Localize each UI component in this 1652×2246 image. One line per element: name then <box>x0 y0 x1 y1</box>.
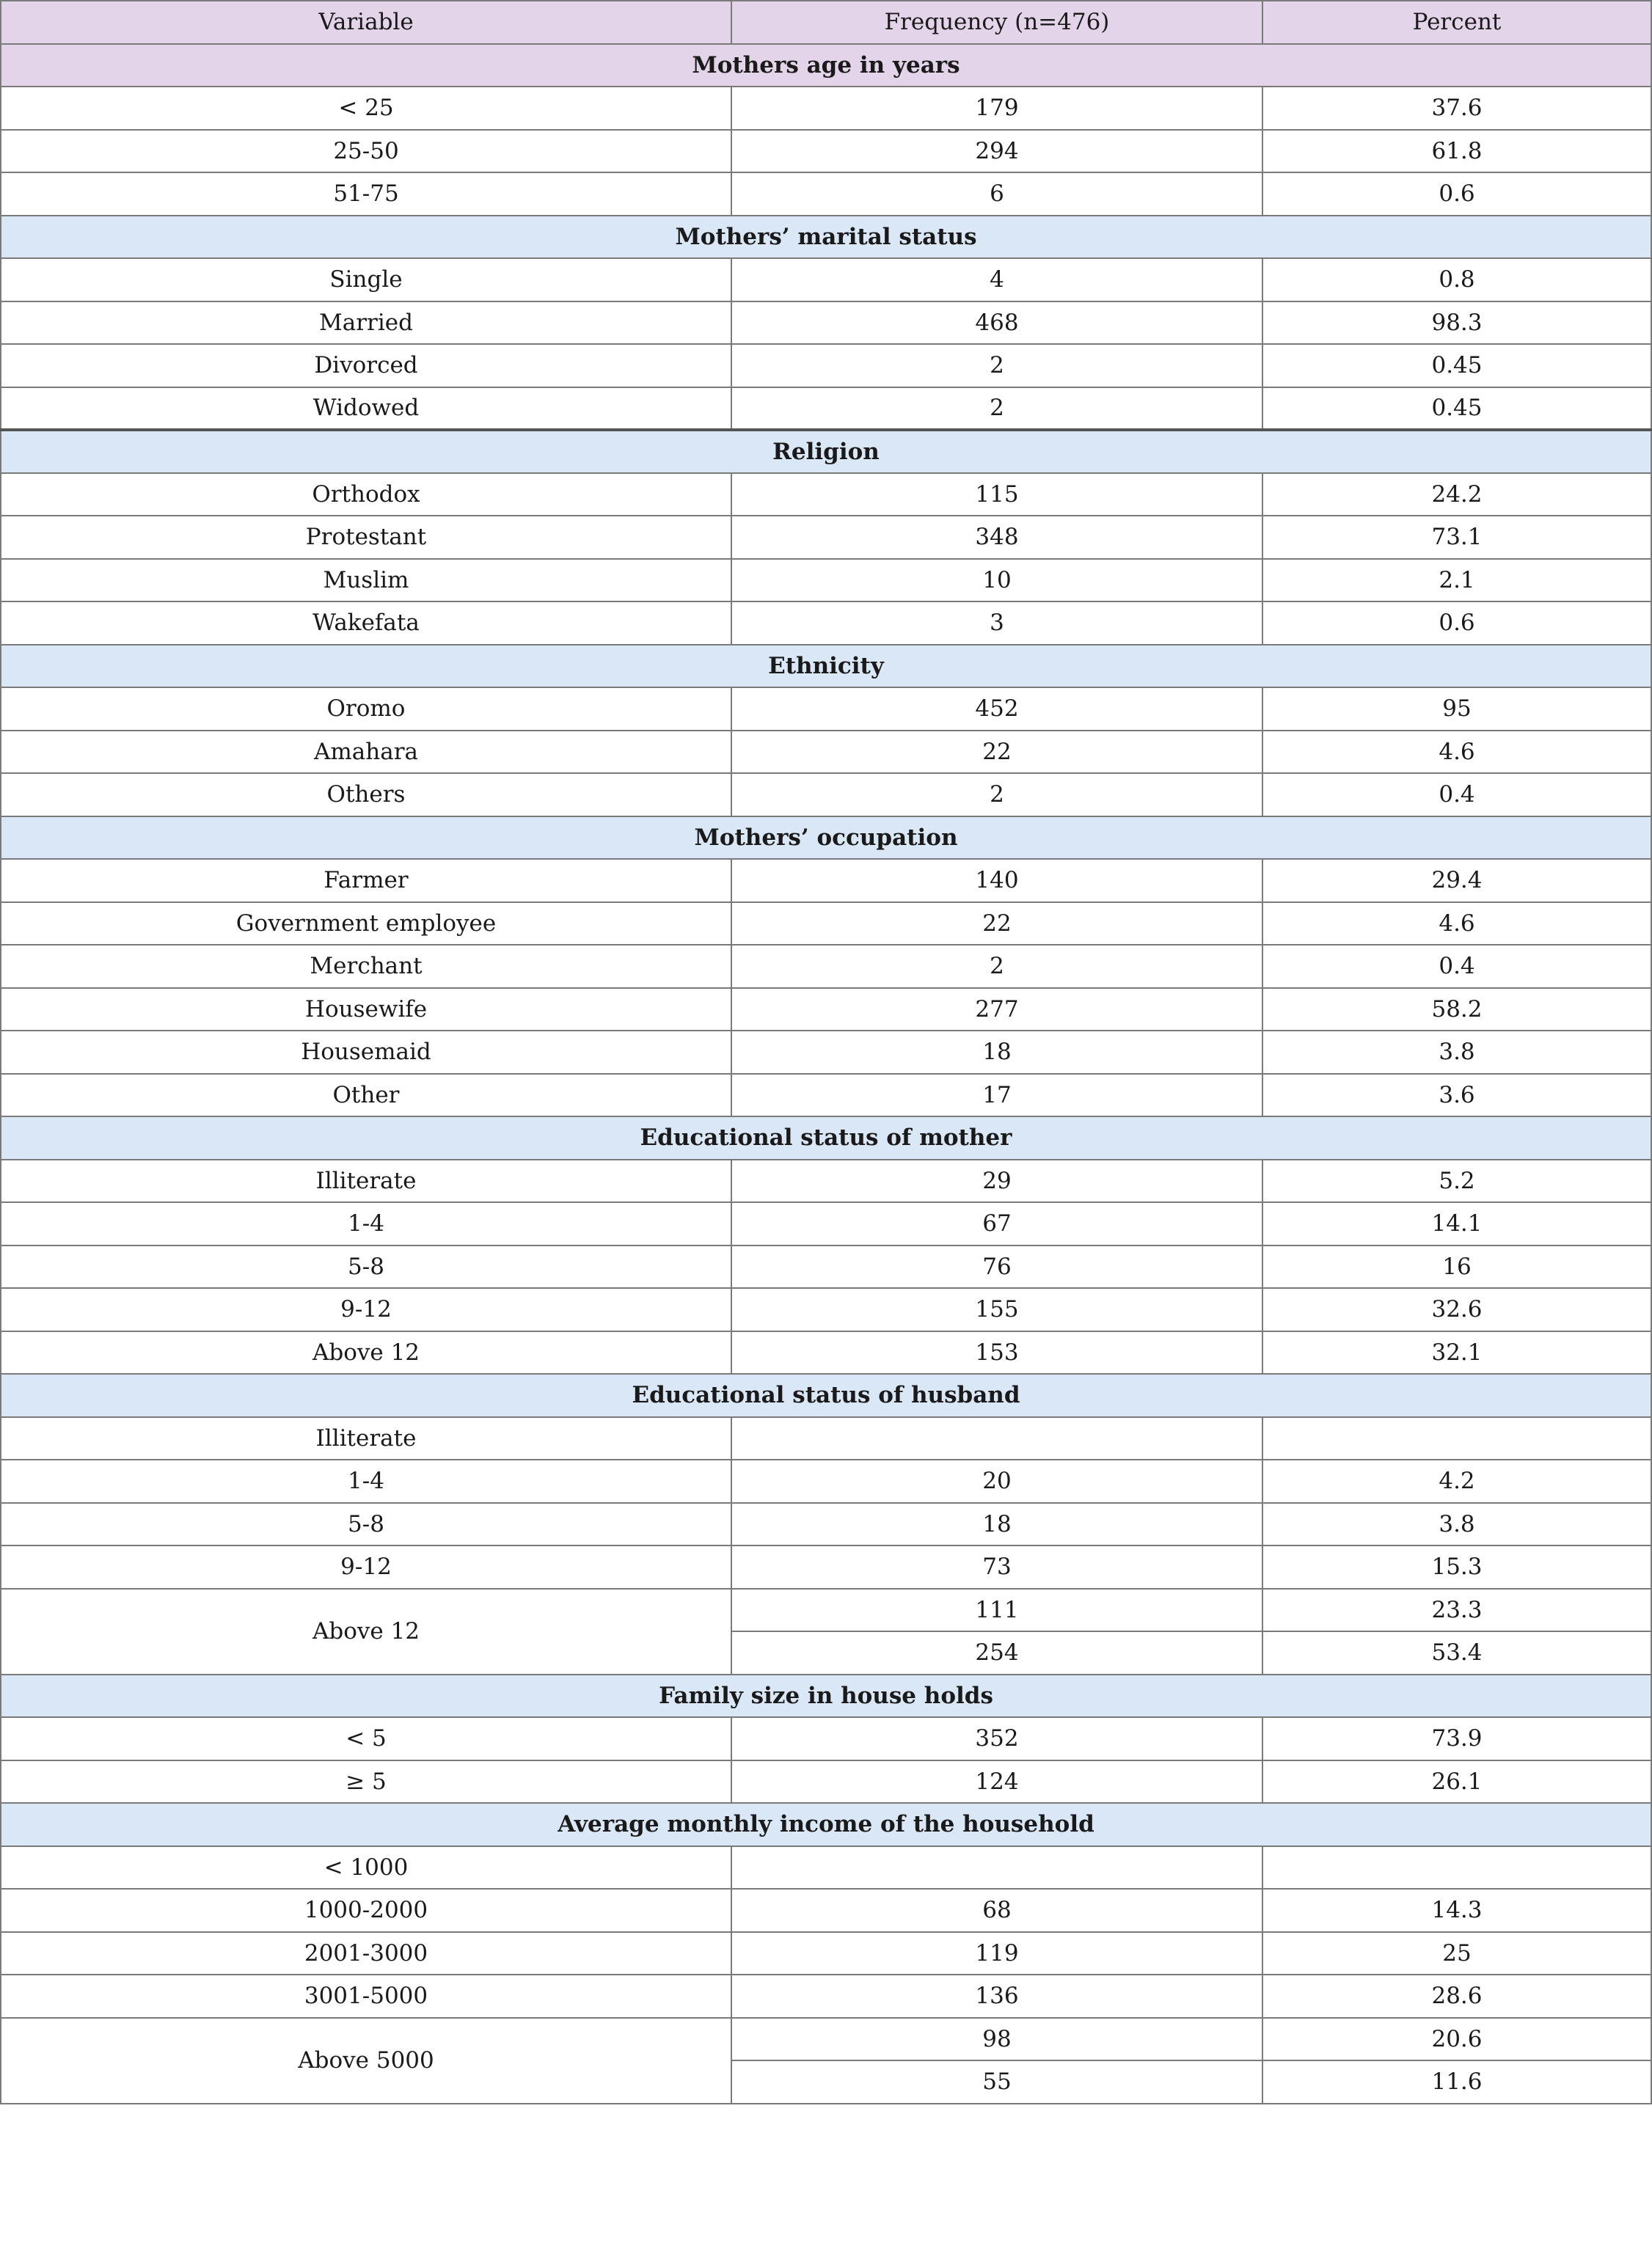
variable-cell: Muslim <box>1 559 731 602</box>
variable-cell: Illiterate <box>1 1160 731 1203</box>
variable-cell: 9-12 <box>1 1288 731 1331</box>
section-title: Ethnicity <box>1 645 1651 688</box>
frequency-cell: 73 <box>731 1546 1262 1589</box>
variable-cell: Wakefata <box>1 601 731 645</box>
variable-cell: Above 5000 <box>1 2018 731 2104</box>
percent-cell: 29.4 <box>1262 859 1651 902</box>
variable-cell: Other <box>1 1074 731 1117</box>
percent-cell: 0.6 <box>1262 172 1651 216</box>
frequency-cell: 18 <box>731 1503 1262 1546</box>
section-title: Religion <box>1 430 1651 473</box>
percent-cell: 25 <box>1262 1932 1651 1975</box>
frequency-cell: 20 <box>731 1460 1262 1503</box>
frequency-cell: 352 <box>731 1717 1262 1760</box>
percent-cell: 32.1 <box>1262 1331 1651 1375</box>
frequency-cell: 18 <box>731 1031 1262 1074</box>
percent-cell: 3.8 <box>1262 1031 1651 1074</box>
frequency-cell: 6 <box>731 172 1262 216</box>
table-row <box>1 387 1651 431</box>
table-row <box>1 1245 1651 1289</box>
table-row <box>1 902 1651 945</box>
section-row <box>1 430 1651 473</box>
table-row <box>1 859 1651 902</box>
percent-cell: 0.4 <box>1262 773 1651 816</box>
frequency-cell: 140 <box>731 859 1262 902</box>
frequency-cell: 348 <box>731 516 1262 559</box>
percent-cell: 95 <box>1262 687 1651 731</box>
variable-cell: 2001-3000 <box>1 1932 731 1975</box>
percent-cell: 37.6 <box>1262 87 1651 130</box>
variable-cell: 3001-5000 <box>1 1975 731 2018</box>
section-title: Mothers age in years <box>1 44 1651 87</box>
table-row <box>1 1460 1651 1503</box>
percent-cell: 26.1 <box>1262 1760 1651 1804</box>
table-row <box>1 130 1651 173</box>
variable-cell: 1-4 <box>1 1460 731 1503</box>
table-row <box>1 1074 1651 1117</box>
table-row <box>1 301 1651 345</box>
table-row <box>1 945 1651 988</box>
table-row <box>1 687 1651 731</box>
section-title: Educational status of mother <box>1 1116 1651 1160</box>
table-row <box>1 172 1651 216</box>
table-row <box>1 731 1651 774</box>
frequency-cell: 124 <box>731 1760 1262 1804</box>
variable-cell: Others <box>1 773 731 816</box>
variable-cell: Married <box>1 301 731 345</box>
percent-cell: 0.45 <box>1262 387 1651 431</box>
header-frequency: Frequency (n=476) <box>731 1 1262 44</box>
percent-cell: 14.1 <box>1262 1202 1651 1245</box>
frequency-cell: 136 <box>731 1975 1262 2018</box>
frequency-cell <box>731 1417 1262 1460</box>
section-title: Educational status of husband <box>1 1374 1651 1417</box>
table-row <box>1 1417 1651 1460</box>
table-body <box>1 44 1651 2104</box>
section-title: Family size in house holds <box>1 1675 1651 1718</box>
header-variable: Variable <box>1 1 731 44</box>
frequency-cell: 115 <box>731 473 1262 516</box>
variable-cell: Illiterate <box>1 1417 731 1460</box>
table-row <box>1 1546 1651 1589</box>
variable-cell: 1000-2000 <box>1 1889 731 1932</box>
frequency-cell: 2 <box>731 773 1262 816</box>
frequency-cell: 2 <box>731 945 1262 988</box>
percent-cell: 4.6 <box>1262 902 1651 945</box>
variable-cell: Amahara <box>1 731 731 774</box>
table-row <box>1 1589 1651 1632</box>
section-title: Mothers’ occupation <box>1 816 1651 860</box>
table-row <box>1 516 1651 559</box>
section-row <box>1 1116 1651 1160</box>
percent-cell: 98.3 <box>1262 301 1651 345</box>
frequency-cell: 294 <box>731 130 1262 173</box>
percent-cell: 28.6 <box>1262 1975 1651 2018</box>
percent-cell: 0.6 <box>1262 601 1651 645</box>
section-row <box>1 1803 1651 1846</box>
frequency-cell: 153 <box>731 1331 1262 1375</box>
table-row <box>1 87 1651 130</box>
table-row <box>1 258 1651 301</box>
variable-cell: Orthodox <box>1 473 731 516</box>
table-row <box>1 1889 1651 1932</box>
variable-cell: Widowed <box>1 387 731 431</box>
variable-cell: Above 12 <box>1 1331 731 1375</box>
table-row <box>1 1717 1651 1760</box>
percent-cell: 61.8 <box>1262 130 1651 173</box>
variable-cell: Merchant <box>1 945 731 988</box>
percent-cell: 15.3 <box>1262 1546 1651 1589</box>
frequency-cell: 22 <box>731 731 1262 774</box>
table-row <box>1 1975 1651 2018</box>
variable-cell: < 5 <box>1 1717 731 1760</box>
section-row <box>1 816 1651 860</box>
table-row <box>1 1202 1651 1245</box>
percent-cell: 73.9 <box>1262 1717 1651 1760</box>
table-header-row <box>1 1 1651 44</box>
percent-cell: 58.2 <box>1262 988 1651 1031</box>
variable-cell: Housemaid <box>1 1031 731 1074</box>
percent-cell: 14.3 <box>1262 1889 1651 1932</box>
variable-cell: 9-12 <box>1 1546 731 1589</box>
variable-cell: < 25 <box>1 87 731 130</box>
percent-cell: 53.4 <box>1262 1631 1651 1675</box>
table-row <box>1 1331 1651 1375</box>
percent-cell: 73.1 <box>1262 516 1651 559</box>
frequency-cell: 22 <box>731 902 1262 945</box>
section-row <box>1 216 1651 259</box>
frequency-cell: 67 <box>731 1202 1262 1245</box>
frequency-cell: 17 <box>731 1074 1262 1117</box>
variable-cell: Farmer <box>1 859 731 902</box>
variable-cell: < 1000 <box>1 1846 731 1890</box>
percent-cell: 4.2 <box>1262 1460 1651 1503</box>
frequency-cell: 4 <box>731 258 1262 301</box>
variable-cell: 25-50 <box>1 130 731 173</box>
frequency-cell: 98 <box>731 2018 1262 2061</box>
header-percent: Percent <box>1262 1 1651 44</box>
frequency-cell <box>731 1846 1262 1890</box>
frequency-cell: 2 <box>731 344 1262 387</box>
table-row <box>1 1846 1651 1890</box>
percent-cell <box>1262 1846 1651 1890</box>
percent-cell: 23.3 <box>1262 1589 1651 1632</box>
variable-cell: Divorced <box>1 344 731 387</box>
variable-cell: 1-4 <box>1 1202 731 1245</box>
table-row <box>1 344 1651 387</box>
variable-cell: Government employee <box>1 902 731 945</box>
percent-cell: 0.4 <box>1262 945 1651 988</box>
section-title: Average monthly income of the household <box>1 1803 1651 1846</box>
variable-cell: Housewife <box>1 988 731 1031</box>
table-row <box>1 1760 1651 1804</box>
section-title: Mothers’ marital status <box>1 216 1651 259</box>
table-row <box>1 988 1651 1031</box>
variable-cell: Single <box>1 258 731 301</box>
frequency-cell: 452 <box>731 687 1262 731</box>
percent-cell: 16 <box>1262 1245 1651 1289</box>
section-row <box>1 44 1651 87</box>
table-row <box>1 473 1651 516</box>
frequency-cell: 277 <box>731 988 1262 1031</box>
table-row <box>1 1288 1651 1331</box>
percent-cell: 11.6 <box>1262 2060 1651 2104</box>
percent-cell: 5.2 <box>1262 1160 1651 1203</box>
percent-cell: 20.6 <box>1262 2018 1651 2061</box>
section-row <box>1 645 1651 688</box>
frequency-cell: 3 <box>731 601 1262 645</box>
percent-cell: 0.8 <box>1262 258 1651 301</box>
frequency-cell: 55 <box>731 2060 1262 2104</box>
frequency-cell: 76 <box>731 1245 1262 1289</box>
section-row <box>1 1675 1651 1718</box>
table-row <box>1 601 1651 645</box>
frequency-cell: 10 <box>731 559 1262 602</box>
percent-cell: 0.45 <box>1262 344 1651 387</box>
variable-cell: Protestant <box>1 516 731 559</box>
frequency-cell: 179 <box>731 87 1262 130</box>
variable-cell: 51-75 <box>1 172 731 216</box>
percent-cell: 2.1 <box>1262 559 1651 602</box>
table-row <box>1 773 1651 816</box>
frequency-cell: 119 <box>731 1932 1262 1975</box>
variable-cell: 5-8 <box>1 1503 731 1546</box>
percent-cell: 3.8 <box>1262 1503 1651 1546</box>
table-row <box>1 1160 1651 1203</box>
percent-cell: 4.6 <box>1262 731 1651 774</box>
frequency-cell: 68 <box>731 1889 1262 1932</box>
variable-cell: Oromo <box>1 687 731 731</box>
frequency-cell: 254 <box>731 1631 1262 1675</box>
frequency-cell: 468 <box>731 301 1262 345</box>
frequency-cell: 155 <box>731 1288 1262 1331</box>
variable-cell: Above 12 <box>1 1589 731 1675</box>
frequency-cell: 29 <box>731 1160 1262 1203</box>
section-row <box>1 1374 1651 1417</box>
table-row <box>1 1932 1651 1975</box>
variable-cell: ≥ 5 <box>1 1760 731 1804</box>
frequency-cell: 2 <box>731 387 1262 431</box>
percent-cell: 24.2 <box>1262 473 1651 516</box>
percent-cell: 32.6 <box>1262 1288 1651 1331</box>
table-row <box>1 1031 1651 1074</box>
percent-cell: 3.6 <box>1262 1074 1651 1117</box>
percent-cell <box>1262 1417 1651 1460</box>
table-row <box>1 2018 1651 2061</box>
variable-cell: 5-8 <box>1 1245 731 1289</box>
table-row <box>1 559 1651 602</box>
table-row <box>1 1503 1651 1546</box>
frequency-cell: 111 <box>731 1589 1262 1632</box>
